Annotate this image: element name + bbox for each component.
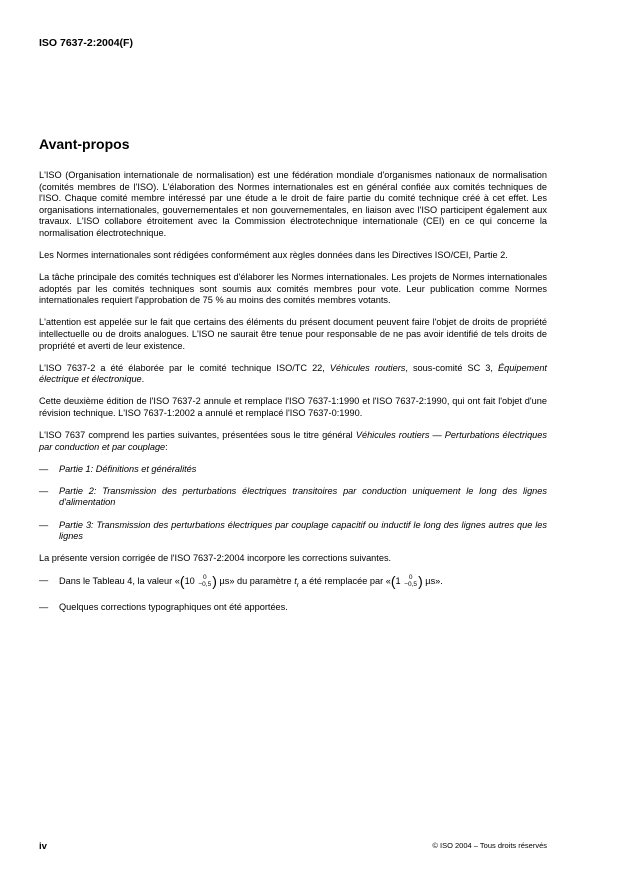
- document-id-header: ISO 7637-2:2004(F): [39, 37, 133, 49]
- list-item-part-1: — Partie 1: Définitions et généralités: [39, 463, 197, 474]
- list-item-correction-2: — Quelques corrections typographiques ont été apportées.: [39, 602, 288, 613]
- paragraph-corrections-intro: La présente version corrigée de l'ISO 7637-2:2004 incorpore les corrections suivantes.: [39, 553, 392, 564]
- paragraph-prepared-by: L'ISO 7637-2 a été élaborée par le comité technique ISO/TC 22, Véhicules routiers, sous-comité SC 3, Équipement électrique et électronique.: [39, 362, 547, 385]
- page-title: Avant-propos: [39, 136, 130, 152]
- dash-bullet: —: [39, 519, 49, 530]
- new-tolerance: 0 −0,5: [404, 574, 418, 588]
- old-value: 10: [184, 576, 195, 587]
- document-body: [39, 170, 547, 624]
- paragraph-iso-intro: L'ISO (Organisation internationale de normalisation) est une fédération mondiale d'organismes nationaux de normalisation (comités membres de l'ISO). L'élaboration des Normes internationales est en général confiée aux comités techniques de l'ISO. Chaque comité membre intéressé par une étude a le droit de faire partie du comité technique créé à cet effet. Les organisations internationales, gouvernementales et non gouvernementales, en liaison avec l'ISO participent également aux travaux. L'ISO collabore étroitement avec la Commission électrotechnique internationale (CEI) en ce qui concerne la normalisation électrotechnique.: [39, 170, 547, 238]
- paragraph-patent-rights: L'attention est appelée sur le fait que certains des éléments du présent document peuvent faire l'objet de droits de propriété intellectuelle ou de droits analogues. L'ISO ne saurait être tenue pour responsable de ne pas avoir identifié de tels droits de propriété et averti de leur existence.: [39, 317, 547, 351]
- paragraph-parts-intro: L'ISO 7637 comprend les parties suivantes, présentées sous le titre général Véhicules routiers — Perturbations électriques par conduction et par couplage:: [39, 430, 547, 452]
- list-item-part-3: — Partie 3: Transmission des perturbations électriques par couplage capacitif ou inductif le long des lignes autres que les lignes: [39, 519, 547, 542]
- old-tolerance: 0 −0,5: [198, 574, 212, 588]
- dash-bullet: —: [39, 485, 49, 496]
- paragraph-technical-committees: La tâche principale des comités techniques est d'élaborer les Normes internationales. Les projets de Normes internationales adoptés par les comités techniques sont soumis aux comités membres pour vote. Leur publication comme Normes internationales requiert l'approbation de 75 % au moins des comités membres votants.: [39, 272, 547, 306]
- dash-bullet: —: [39, 575, 49, 586]
- list-item-part-2: — Partie 2: Transmission des perturbations électriques transitoires par conduction uniquement le long des lignes d'alimentation: [39, 485, 547, 508]
- paragraph-directives: Les Normes internationales sont rédigées conformément aux règles données dans les Directives ISO/CEI, Partie 2.: [39, 250, 508, 261]
- copyright-notice: © ISO 2004 – Tous droits réservés: [432, 841, 547, 850]
- parameter-symbol: t: [294, 576, 297, 587]
- paragraph-edition: Cette deuxième édition de l'ISO 7637-2 annule et remplace l'ISO 7637-1:1990 et l'ISO 7637-2:1990, qui ont fait l'objet d'une révision technique. L'ISO 7637-1:2002 a annulé et remplacé l'ISO 7637-0:1990.: [39, 396, 547, 418]
- new-value: 1: [395, 576, 401, 587]
- page-number: iv: [39, 841, 47, 852]
- list-item-correction-1: — Dans le Tableau 4, la valeur «(10 0 −0,5 ) µs» du paramètre $t_r$ a été remplacée par «(1 0 −0,5 ) µs».: [39, 573, 443, 590]
- dash-bullet: —: [39, 463, 49, 474]
- dash-bullet: —: [39, 602, 49, 613]
